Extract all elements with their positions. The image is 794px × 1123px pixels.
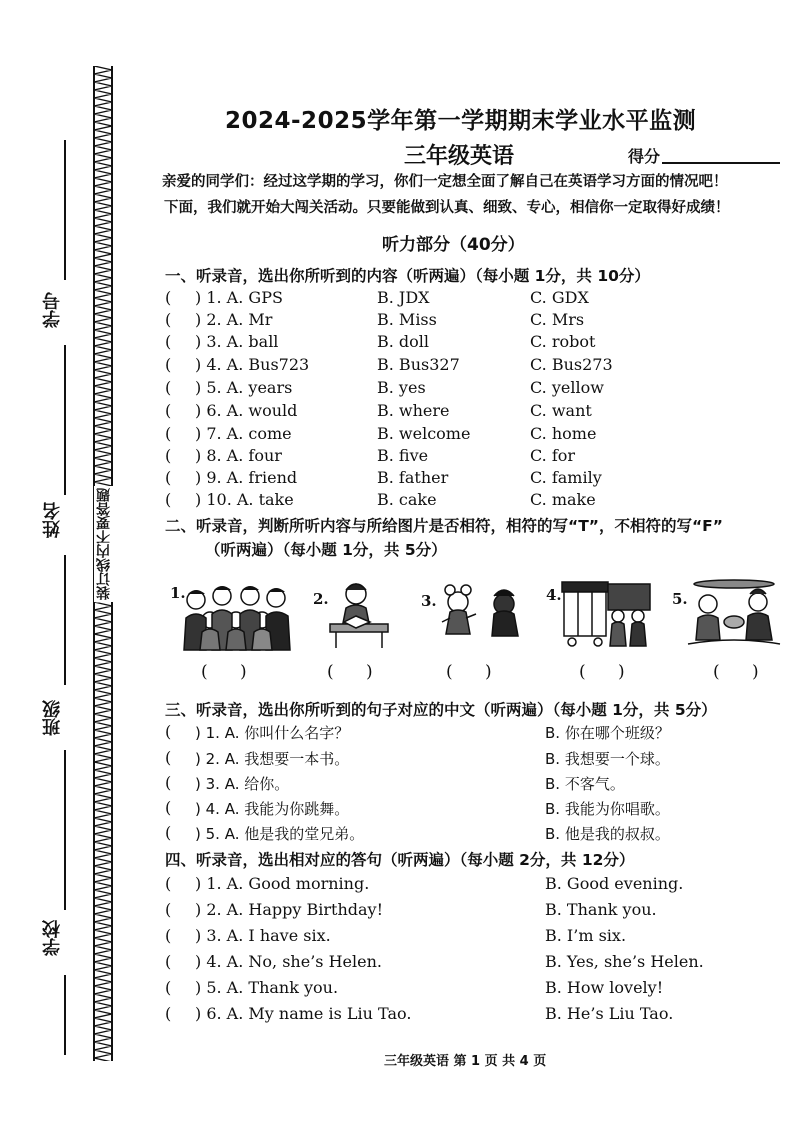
school-line[interactable] xyxy=(64,975,66,1055)
s1-question-2: ( ) 2. A. Mr B. Miss C. Mrs xyxy=(165,310,585,329)
answer-blank[interactable]: ( xyxy=(165,926,172,945)
picture-3-number: 3. xyxy=(421,592,437,610)
picture-3-animals-illustration xyxy=(436,578,528,640)
picture-2-answer-blank[interactable]: ( ) xyxy=(327,662,373,682)
picture-3-answer-blank[interactable]: ( ) xyxy=(446,662,492,682)
picture-5-kids-illustration xyxy=(686,578,782,648)
s4-question-3: ( ) 3. A. I have six. B. I’m six. xyxy=(165,926,627,945)
answer-blank[interactable]: ( xyxy=(165,900,172,919)
picture-1-number: 1. xyxy=(170,584,186,602)
answer-blank[interactable]: ( xyxy=(165,310,172,329)
s3-question-1: ( ) 1. A. 你叫什么名字？ B. 你在哪个班级？ xyxy=(165,722,670,742)
s4-question-4: ( ) 4. A. No, she’s Helen. B. Yes, she’s Helen. xyxy=(165,952,704,971)
student-no-label: 学号 xyxy=(42,292,63,328)
section-3-title: 三、听录音，选出你所听到的句子对应的中文（听两遍）（每小题 1分，共 5分） xyxy=(165,701,717,719)
s1-question-5: ( ) 5. A. years B. yes C. yellow xyxy=(165,378,604,397)
s3-question-3: ( ) 3. A. 给你。 B. 不客气。 xyxy=(165,773,625,793)
s3-question-5: ( ) 5. A. 他是我的堂兄弟。 B. 他是我的叔叔。 xyxy=(165,823,670,843)
answer-blank[interactable]: ( xyxy=(165,332,172,351)
answer-blank[interactable]: ( xyxy=(165,355,172,374)
answer-blank[interactable]: ( xyxy=(165,798,172,817)
answer-blank[interactable]: ( xyxy=(165,401,172,420)
answer-blank[interactable]: ( xyxy=(165,446,172,465)
picture-4-number: 4. xyxy=(546,586,562,604)
s1-question-8: ( ) 8. A. four B. five C. for xyxy=(165,446,576,465)
page-footer: 三年级英语 第 1 页 共 4 页 xyxy=(384,1054,547,1069)
answer-blank[interactable]: ( xyxy=(165,773,172,792)
answer-blank[interactable]: ( xyxy=(165,378,172,397)
s4-question-5: ( ) 5. A. Thank you. B. How lovely! xyxy=(165,978,664,997)
score-label: 得分 xyxy=(628,147,661,166)
answer-blank[interactable]: ( xyxy=(165,1004,172,1023)
picture-1-family-illustration xyxy=(176,578,298,652)
answer-blank[interactable]: ( xyxy=(165,468,172,487)
answer-blank[interactable]: ( xyxy=(165,952,172,971)
exam-title: 2024-2025学年第一学期期末学业水平监测 xyxy=(225,108,697,134)
picture-4-answer-blank[interactable]: ( ) xyxy=(579,662,625,682)
s1-question-9: ( ) 9. A. friend B. father C. family xyxy=(165,468,602,487)
s1-question-4: ( ) 4. A. Bus723 B. Bus327 C. Bus273 xyxy=(165,355,613,374)
intro-line-2: 下面，我们就开始大闯关活动。只要能做到认真、细致、专心，相信你一定取得好成绩！ xyxy=(164,200,730,216)
picture-5-number: 5. xyxy=(672,590,688,608)
section-2-title-line-2: （听两遍）（每小题 1分，共 5分） xyxy=(205,541,447,559)
picture-2-child-reading-illustration xyxy=(326,578,392,650)
answer-blank[interactable]: ( xyxy=(165,874,172,893)
answer-blank[interactable]: ( xyxy=(165,748,172,767)
s3-question-4: ( ) 4. A. 我能为你跳舞。 B. 我能为你唱歌。 xyxy=(165,798,670,818)
picture-1-answer-blank[interactable]: ( ) xyxy=(201,662,247,682)
picture-4-street-scene-illustration xyxy=(558,578,654,648)
s4-question-1: ( ) 1. A. Good morning. B. Good evening. xyxy=(165,874,684,893)
s1-question-7: ( ) 7. A. come B. welcome C. home xyxy=(165,424,597,443)
answer-blank[interactable]: ( xyxy=(165,722,172,741)
picture-5-answer-blank[interactable]: ( ) xyxy=(713,662,759,682)
picture-2-number: 2. xyxy=(313,590,329,608)
class-label: 班级 xyxy=(42,700,63,736)
section-4-title: 四、听录音，选出相对应的答句（听两遍）（每小题 2分，共 12分） xyxy=(165,851,635,869)
name-label: 姓名 xyxy=(42,502,63,538)
s4-question-2: ( ) 2. A. Happy Birthday! B. Thank you. xyxy=(165,900,657,919)
school-label: 学校 xyxy=(42,920,63,956)
exam-subject: 三年级英语 xyxy=(404,144,515,169)
section-1-title: 一、听录音，选出你所听到的内容（听两遍）（每小题 1分，共 10分） xyxy=(165,267,650,285)
section-2-title-line-1: 二、听录音，判断所听内容与所给图片是否相符，相符的写“T”，不相符的写“F” xyxy=(165,517,723,535)
student-no-line-2[interactable] xyxy=(64,345,66,495)
intro-line-1: 亲爱的同学们：经过这学期的学习，你们一定想全面了解自己在英语学习方面的情况吧！ xyxy=(162,174,728,190)
s1-question-3: ( ) 3. A. ball B. doll C. robot xyxy=(165,332,596,351)
s1-question-10: ( ) 10. A. take B. cake C. make xyxy=(165,490,596,509)
listening-part-title: 听力部分（40分） xyxy=(382,235,525,255)
answer-blank[interactable]: ( xyxy=(165,288,172,307)
cut-line-note: 装订线内不要答题 xyxy=(96,488,112,600)
name-line[interactable] xyxy=(64,555,66,685)
answer-blank[interactable]: ( xyxy=(165,424,172,443)
binding-margin xyxy=(0,0,130,1123)
s1-question-6: ( ) 6. A. would B. where C. want xyxy=(165,401,592,420)
class-line[interactable] xyxy=(64,750,66,910)
s4-question-6: ( ) 6. A. My name is Liu Tao. B. He’s Liu Tao. xyxy=(165,1004,674,1023)
score-field[interactable] xyxy=(662,162,780,164)
answer-blank[interactable]: ( xyxy=(165,978,172,997)
s1-question-1: ( ) 1. A. GPS B. JDX C. GDX xyxy=(165,288,589,307)
student-no-line[interactable] xyxy=(64,140,66,280)
s3-question-2: ( ) 2. A. 我想要一本书。 B. 我想要一个球。 xyxy=(165,748,670,768)
answer-blank[interactable]: ( xyxy=(165,823,172,842)
answer-blank[interactable]: ( xyxy=(165,490,172,509)
